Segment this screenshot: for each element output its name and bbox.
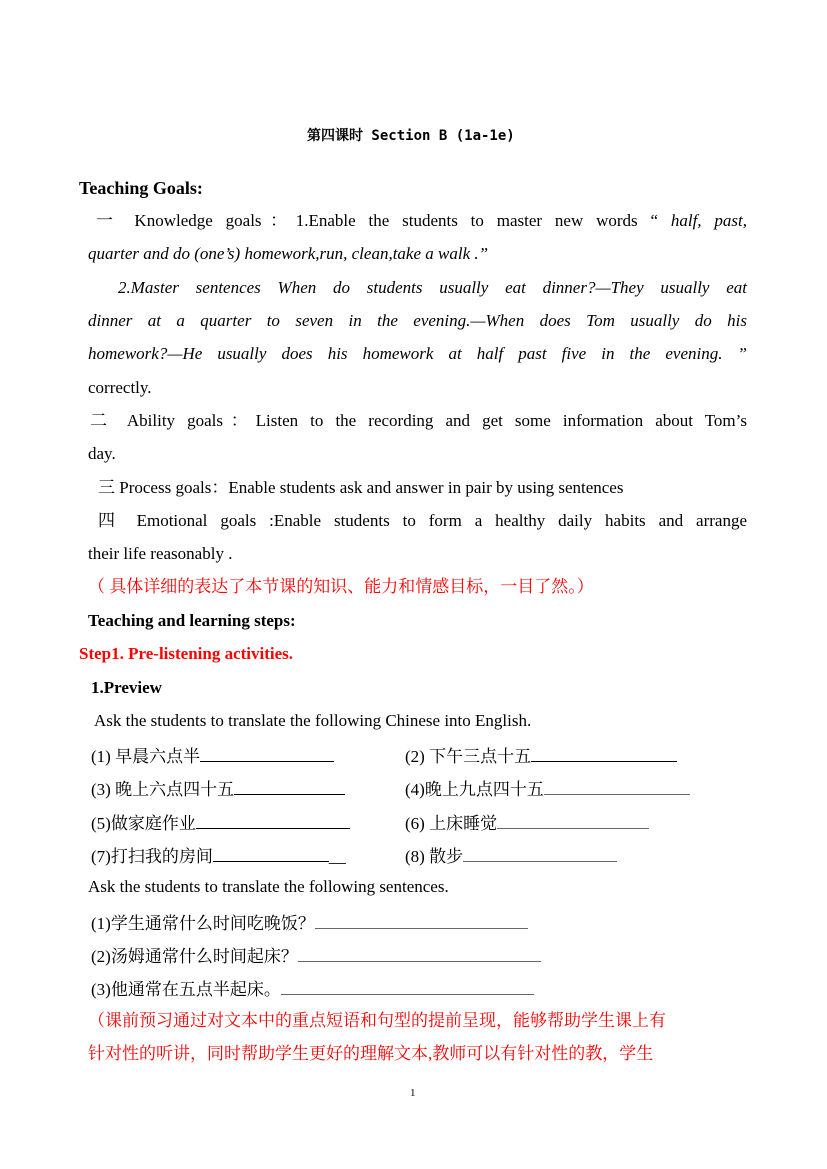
- sentence-item: [91, 944, 541, 967]
- answer-blank: [196, 811, 350, 829]
- master-sentences-line2: dinner at a quarter to seven in the evening.—When does Tom usually do his: [88, 311, 747, 330]
- phrase-label: (4)晚上九点四十五: [405, 780, 544, 799]
- preview-note-line2: 针对性的听讲，同时帮助学生更好的理解文本,教师可以有针对性的教，学生: [88, 1044, 654, 1063]
- phrase-item: [91, 744, 334, 767]
- answer-blank: [544, 777, 690, 795]
- answer-blank: [234, 777, 345, 795]
- blank-tail: __: [328, 847, 346, 866]
- step1-heading: Step1. Pre-listening activities.: [79, 644, 294, 663]
- sentence-label: (2)汤姆通常什么时间起床？: [91, 947, 298, 966]
- phrase-label: (8) 散步: [405, 847, 464, 866]
- teaching-goals-heading: Teaching Goals:: [79, 178, 203, 198]
- answer-blank: [281, 977, 534, 995]
- goals-note: （ 具体详细的表达了本节课的知识、能力和情感目标，一目了然。）: [88, 577, 594, 596]
- phrase-item: [91, 844, 346, 867]
- phrase-item: [91, 811, 350, 834]
- phrase-label: (3) 晚上六点四十五: [91, 780, 235, 799]
- preview-note-line1: （课前预习通过对文本中的重点短语和句型的提前呈现，能够帮助学生课上有: [88, 1011, 666, 1030]
- master-sentences-line4: correctly.: [88, 378, 152, 397]
- new-words-part1: half, past,: [670, 211, 747, 230]
- sentence-item: [91, 977, 534, 1000]
- answer-blank: [298, 944, 541, 962]
- phrase-label: (5)做家庭作业: [91, 814, 196, 833]
- ability-goal-line2: day.: [88, 444, 116, 463]
- sentence-label: (1)学生通常什么时间吃晚饭？: [91, 914, 315, 933]
- page-number: 1: [410, 1087, 416, 1099]
- phrase-item: [405, 744, 677, 767]
- phrase-label: (2) 下午三点十五: [405, 747, 532, 766]
- answer-blank: [200, 744, 334, 762]
- phrase-label: (7)打扫我的房间: [91, 847, 213, 866]
- sentence-item: [91, 911, 528, 934]
- phrase-item: [405, 844, 617, 867]
- phrase-item: [405, 811, 649, 834]
- answer-blank: [497, 811, 649, 829]
- page-title: 第四课时 Section B (1a-1e): [307, 128, 515, 144]
- steps-heading: Teaching and learning steps:: [88, 611, 296, 630]
- phrase-item: [405, 777, 690, 800]
- translate-sentences-instruction: Ask the students to translate the following sentences.: [88, 877, 449, 896]
- process-goal: 三 Process goals：Enable students ask and answer in pair by using sentences: [98, 478, 624, 497]
- phrase-label: (1) 早晨六点半: [91, 747, 201, 766]
- master-sentences-line1: 2.Master sentences When do students usually eat dinner?—They usually eat: [118, 278, 747, 297]
- translate-phrases-instruction: Ask the students to translate the following Chinese into English.: [94, 711, 532, 730]
- new-words-part2: quarter and do (one’s) homework,run, clean,take a walk .”: [88, 244, 489, 263]
- answer-blank: [531, 744, 677, 762]
- answer-blank: [463, 844, 617, 862]
- preview-heading: 1.Preview: [91, 678, 162, 697]
- master-sentences-line3: homework?—He usually does his homework at half past five in the evening. ”: [88, 344, 747, 363]
- knowledge-goal-line1: [96, 211, 747, 231]
- phrase-item: [91, 777, 345, 800]
- emotional-goal-line2: their life reasonably .: [88, 544, 233, 563]
- sentence-label: (3)他通常在五点半起床。: [91, 980, 281, 999]
- emotional-goal-line1: 四 Emotional goals :Enable students to form a healthy daily habits and arrange: [98, 511, 747, 530]
- knowledge-goal-prefix: 一 Knowledge goals：1.Enable the students to master new words “: [96, 211, 671, 230]
- answer-blank: [213, 844, 329, 862]
- answer-blank: [315, 911, 528, 929]
- phrase-label: (6) 上床睡觉: [405, 814, 498, 833]
- ability-goal-line1: 二 Ability goals：Listen to the recording and get some information about Tom’s: [90, 411, 747, 430]
